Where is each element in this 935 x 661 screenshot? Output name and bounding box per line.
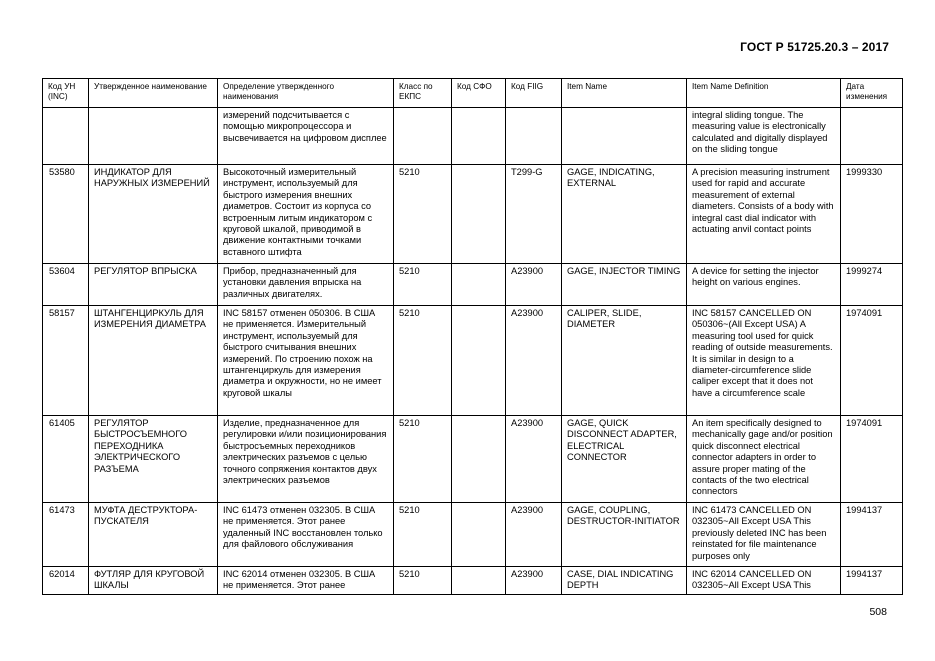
cell-ekps: 5210 bbox=[394, 567, 452, 595]
cell-inc: 53580 bbox=[43, 165, 89, 264]
cell-definition: Прибор, предназначенный для установки давления впрыска на различных двигателях. bbox=[218, 264, 394, 306]
cell-definition: INC 62014 отменен 032305. В США не применяется. Этот ранее bbox=[218, 567, 394, 595]
col-header-sfo: Код СФО bbox=[452, 79, 506, 108]
cell-item-name: GAGE, QUICK DISCONNECT ADAPTER, ELECTRICAL CONNECTOR bbox=[562, 416, 687, 503]
cell-name: ФУТЛЯР ДЛЯ КРУГОВОЙ ШКАЛЫ bbox=[89, 567, 218, 595]
cell-item-name: GAGE, COUPLING, DESTRUCTOR-INITIATOR bbox=[562, 503, 687, 567]
cell-ekps: 5210 bbox=[394, 503, 452, 567]
cell-item-definition: INC 58157 CANCELLED ON 050306~(All Except USA) A measuring tool used for quick reading of outside measurements. It is similar in design to a diameter-circumference slide caliper except that it does not have a circumference scale bbox=[687, 306, 841, 416]
cell-name: ИНДИКАТОР ДЛЯ НАРУЖНЫХ ИЗМЕРЕНИЙ bbox=[89, 165, 218, 264]
cell-date: 1974091 bbox=[841, 306, 903, 416]
cell-item-definition: An item specifically designed to mechanically gage and/or position quick disconnect electrical connector adapters in order to assure proper mating of the contacts of the two electrical connectors bbox=[687, 416, 841, 503]
cell-ekps bbox=[394, 108, 452, 165]
cell-definition: INC 61473 отменен 032305. В США не применяется. Этот ранее удаленный INC восстановлен только для файлового обслуживания bbox=[218, 503, 394, 567]
cell-sfo bbox=[452, 567, 506, 595]
col-header-item-name: Item Name bbox=[562, 79, 687, 108]
cell-item-name: CALIPER, SLIDE, DIAMETER bbox=[562, 306, 687, 416]
cell-fiig: A23900 bbox=[506, 306, 562, 416]
cell-date: 1974091 bbox=[841, 416, 903, 503]
col-header-date: Дата изменения bbox=[841, 79, 903, 108]
cell-fiig bbox=[506, 108, 562, 165]
cell-ekps: 5210 bbox=[394, 264, 452, 306]
cell-name bbox=[89, 108, 218, 165]
col-header-inc: Код УН (INC) bbox=[43, 79, 89, 108]
cell-inc bbox=[43, 108, 89, 165]
cell-sfo bbox=[452, 165, 506, 264]
cell-definition: INC 58157 отменен 050306. В США не применяется. Измерительный инструмент, используемый для быстрого считывания внешних измерений. По строению похож на штангенциркуль для измерения диаметра и окружности, но не имеет круговой шкалы bbox=[218, 306, 394, 416]
col-header-ekps: Класс по ЕКПС bbox=[394, 79, 452, 108]
document-id-header: ГОСТ Р 51725.20.3 – 2017 bbox=[740, 40, 889, 54]
cell-fiig: A23900 bbox=[506, 567, 562, 595]
cell-inc: 61473 bbox=[43, 503, 89, 567]
cell-date: 1994137 bbox=[841, 503, 903, 567]
cell-ekps: 5210 bbox=[394, 306, 452, 416]
cell-ekps: 5210 bbox=[394, 416, 452, 503]
cell-name: ШТАНГЕНЦИРКУЛЬ ДЛЯ ИЗМЕРЕНИЯ ДИАМЕТРА bbox=[89, 306, 218, 416]
table-row bbox=[43, 108, 903, 165]
table-row bbox=[43, 503, 903, 567]
cell-sfo bbox=[452, 108, 506, 165]
cell-item-definition: A precision measuring instrument used for rapid and accurate measurement of external diameters. Consists of a body with integral cast dial indicator with actuating anvil contact points bbox=[687, 165, 841, 264]
cell-fiig: T299-G bbox=[506, 165, 562, 264]
table-row bbox=[43, 165, 903, 264]
cell-item-definition: integral sliding tongue. The measuring value is electronically calculated and digitally displayed on the sliding tongue bbox=[687, 108, 841, 165]
cell-item-name: GAGE, INJECTOR TIMING bbox=[562, 264, 687, 306]
cell-item-name bbox=[562, 108, 687, 165]
table-row bbox=[43, 306, 903, 416]
cell-name: РЕГУЛЯТОР ВПРЫСКА bbox=[89, 264, 218, 306]
cell-item-definition: A device for setting the injector height on various engines. bbox=[687, 264, 841, 306]
cell-item-name: CASE, DIAL INDICATING DEPTH bbox=[562, 567, 687, 595]
col-header-item-definition: Item Name Definition bbox=[687, 79, 841, 108]
cell-item-name: GAGE, INDICATING, EXTERNAL bbox=[562, 165, 687, 264]
cell-inc: 58157 bbox=[43, 306, 89, 416]
cell-inc: 53604 bbox=[43, 264, 89, 306]
cell-inc: 61405 bbox=[43, 416, 89, 503]
table-row bbox=[43, 416, 903, 503]
cell-fiig: A23900 bbox=[506, 503, 562, 567]
cell-fiig: A23900 bbox=[506, 264, 562, 306]
cell-sfo bbox=[452, 306, 506, 416]
cell-date: 1994137 bbox=[841, 567, 903, 595]
catalog-table bbox=[42, 78, 903, 595]
cell-ekps: 5210 bbox=[394, 165, 452, 264]
table-row bbox=[43, 567, 903, 595]
cell-item-definition: INC 61473 CANCELLED ON 032305~All Except USA This previously deleted INC has been reinstated for file maintenance purposes only bbox=[687, 503, 841, 567]
cell-date: 1999274 bbox=[841, 264, 903, 306]
table-row bbox=[43, 264, 903, 306]
cell-date: 1999330 bbox=[841, 165, 903, 264]
cell-name: МУФТА ДЕСТРУКТОРА-ПУСКАТЕЛЯ bbox=[89, 503, 218, 567]
cell-fiig: A23900 bbox=[506, 416, 562, 503]
col-header-definition: Определение утвержденного наименования bbox=[218, 79, 394, 108]
cell-sfo bbox=[452, 264, 506, 306]
table-header-row bbox=[43, 79, 903, 108]
cell-item-definition: INC 62014 CANCELLED ON 032305~All Except USA This bbox=[687, 567, 841, 595]
cell-date bbox=[841, 108, 903, 165]
cell-inc: 62014 bbox=[43, 567, 89, 595]
col-header-name: Утвержденное наименование bbox=[89, 79, 218, 108]
cell-definition: Высокоточный измерительный инструмент, используемый для быстрого измерения внешних диаметров. Состоит из корпуса со встроенным литым индикатором с круговой шкалой, приводимой в движение контактными точками вставного штифта bbox=[218, 165, 394, 264]
cell-name: РЕГУЛЯТОР БЫСТРОСЪЕМНОГО ПЕРЕХОДНИКА ЭЛЕКТРИЧЕСКОГО РАЗЪЕМА bbox=[89, 416, 218, 503]
col-header-fiig: Код FIIG bbox=[506, 79, 562, 108]
cell-sfo bbox=[452, 503, 506, 567]
page-number: 508 bbox=[869, 606, 887, 618]
cell-definition: измерений подсчитывается с помощью микропроцессора и высвечивается на цифровом дисплее bbox=[218, 108, 394, 165]
cell-definition: Изделие, предназначенное для регулировки и/или позиционирования быстросъемных переходников электрических разъемов с целью точного сопряжения контактов двух электрических разъемов bbox=[218, 416, 394, 503]
cell-sfo bbox=[452, 416, 506, 503]
